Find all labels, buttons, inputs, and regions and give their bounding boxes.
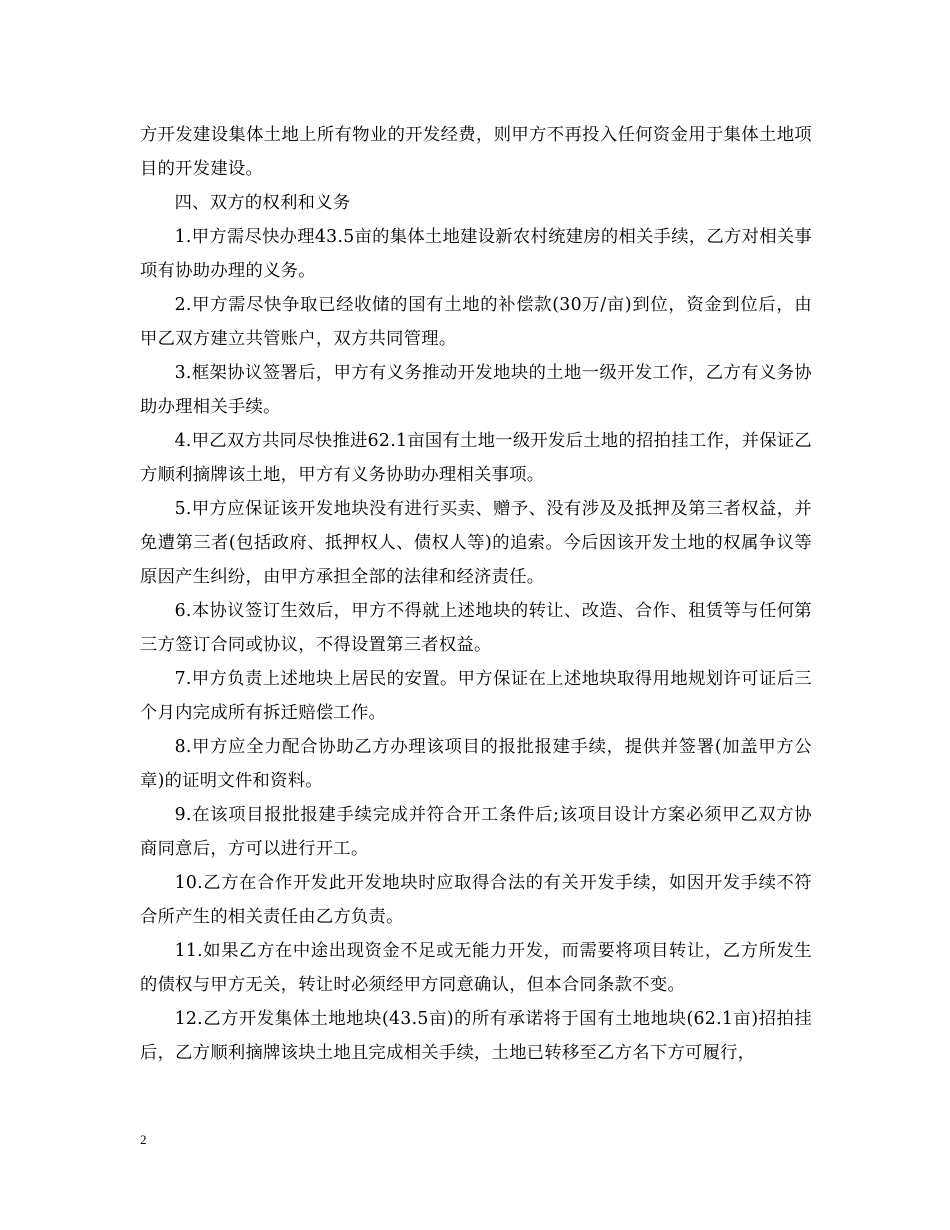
page-number: 2 [140, 1132, 147, 1147]
document-body [140, 118, 812, 1070]
paragraph: 方开发建设集体土地上所有物业的开发经费，则甲方不再投入任何资金用于集体土地项目的开发建设。 [140, 125, 812, 179]
clause-7: 7.甲方负责上述地块上居民的安置。甲方保证在上述地块取得用地规划许可证后三个月内完成所有拆迁赔偿工作。 [140, 669, 812, 723]
clause-4: 4.甲乙双方共同尽快推进62.1亩国有土地一级开发后土地的招拍挂工作，并保证乙方顺利摘牌该土地，甲方有义务协助办理相关事项。 [140, 431, 812, 485]
section-heading: 四、双方的权利和义务 [174, 193, 351, 213]
clause-10: 10.乙方在合作开发此开发地块时应取得合法的有关开发手续，如因开发手续不符合所产生的相关责任由乙方负责。 [140, 873, 812, 927]
clause-2: 2.甲方需尽快争取已经收储的国有土地的补偿款(30万/亩)到位，资金到位后，由甲乙双方建立共管账户，双方共同管理。 [140, 295, 812, 349]
clause-6: 6.本协议签订生效后，甲方不得就上述地块的转让、改造、合作、租赁等与任何第三方签订合同或协议，不得设置第三者权益。 [140, 601, 812, 655]
clause-5: 5.甲方应保证该开发地块没有进行买卖、赠予、没有涉及及抵押及第三者权益，并免遭第三者(包括政府、抵押权人、债权人等)的追索。今后因该开发土地的权属争议等原因产生纠纷，由甲方承担全部的法律和经济责任。 [140, 499, 812, 587]
clause-11: 11.如果乙方在中途出现资金不足或无能力开发，而需要将项目转让，乙方所发生的债权与甲方无关，转让时必须经甲方同意确认，但本合同条款不变。 [140, 941, 812, 995]
clause-12: 12.乙方开发集体土地地块(43.5亩)的所有承诺将于国有土地地块(62.1亩)招拍挂后，乙方顺利摘牌该块土地且完成相关手续，土地已转移至乙方名下方可履行， [140, 1009, 812, 1063]
clause-1: 1.甲方需尽快办理43.5亩的集体土地建设新农村统建房的相关手续，乙方对相关事项有协助办理的义务。 [140, 227, 812, 281]
clause-9: 9.在该项目报批报建手续完成并符合开工条件后;该项目设计方案必须甲乙双方协商同意后，方可以进行开工。 [140, 805, 812, 859]
clause-8: 8.甲方应全力配合协助乙方办理该项目的报批报建手续，提供并签署(加盖甲方公章)的证明文件和资料。 [140, 737, 812, 791]
clause-3: 3.框架协议签署后，甲方有义务推动开发地块的土地一级开发工作，乙方有义务协助办理相关手续。 [140, 363, 812, 417]
